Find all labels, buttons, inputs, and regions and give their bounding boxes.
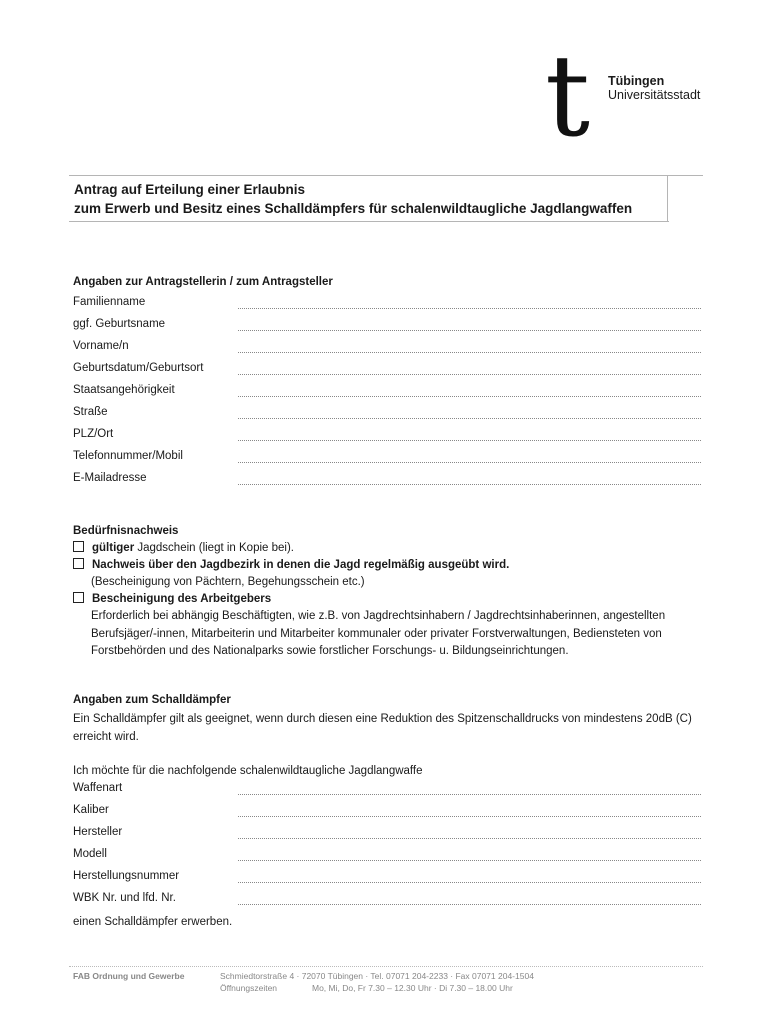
logo-city: Tübingen: [608, 74, 665, 88]
input-line[interactable]: [238, 794, 701, 795]
input-line[interactable]: [238, 440, 701, 441]
input-line[interactable]: [238, 860, 701, 861]
check-jagdbezirk: [73, 557, 509, 574]
employer-note-line: Erforderlich bei abhängig Beschäftigten, wie z.B. von Jagdrechtsinhabern / Jagdrechtsinhaberinnen, angestellten: [91, 610, 666, 622]
silencer-text-line: erreicht wird.: [73, 731, 139, 743]
silencer-heading: Angaben zum Schalldämpfer: [73, 694, 231, 706]
field-label: Straße: [73, 406, 108, 418]
footer-department: FAB Ordnung und Gewerbe: [73, 971, 185, 981]
title-line-2: zum Erwerb und Besitz eines Schalldämpfers für schalenwildtaugliche Jagdlangwaffen: [74, 200, 633, 216]
logo-subtitle: Universitätsstadt: [608, 88, 701, 102]
silencer-text-line: Ein Schalldämpfer gilt als geeignet, wenn durch diesen eine Reduktion des Spitzenschalldrucks von mindestens 20dB (C): [73, 713, 692, 725]
logo-mark: t: [545, 32, 591, 162]
document-title: [74, 181, 632, 218]
field-label: Telefonnummer/Mobil: [73, 450, 183, 462]
field-label: ggf. Geburtsname: [73, 318, 166, 330]
silencer-closing: einen Schalldämpfer erwerben.: [73, 916, 233, 928]
footer-address: Schmiedtorstraße 4 · 72070 Tübingen · Tel. 07071 204-2233 · Fax 07071 204-1504: [220, 971, 534, 981]
field-label: Vorname/n: [73, 340, 129, 352]
input-line[interactable]: [238, 904, 701, 905]
field-staatsangehoerigkeit: [73, 384, 701, 404]
employer-note-line: Berufsjäger/-innen, Mitarbeiterin und Mitarbeiter kommunaler oder privater Forstverwaltungen, Bediensteten von: [91, 627, 662, 640]
footer-hours-label: Öffnungszeiten: [220, 983, 278, 993]
field-modell: [73, 848, 701, 868]
checkbox[interactable]: [73, 558, 84, 569]
checkbox[interactable]: [73, 541, 84, 552]
check-bold: gültiger: [92, 542, 135, 554]
input-line[interactable]: [238, 838, 701, 839]
silencer-description: [73, 710, 692, 746]
input-line[interactable]: [238, 352, 701, 353]
field-herstellungsnummer: [73, 870, 701, 890]
field-label: Geburtsdatum/Geburtsort: [73, 362, 204, 374]
input-line[interactable]: [238, 330, 701, 331]
checkbox[interactable]: [73, 592, 84, 603]
field-label: Herstellungsnummer: [73, 870, 180, 882]
applicant-heading: Angaben zur Antragstellerin / zum Antragsteller: [73, 276, 333, 288]
field-vorname: [73, 340, 701, 360]
field-geburtsdatum: [73, 362, 701, 382]
employer-note: [91, 608, 665, 661]
field-telefon: [73, 450, 701, 470]
need-heading: Bedürfnisnachweis: [73, 525, 179, 537]
field-hersteller: [73, 826, 701, 846]
field-familienname: [73, 296, 701, 316]
field-label: WBK Nr. und lfd. Nr.: [73, 892, 176, 904]
title-divider: [669, 175, 703, 176]
field-label: Staatsangehörigkeit: [73, 384, 175, 396]
check-text: Nachweis über den Jagdbezirk in denen die Jagd regelmäßig ausgeübt wird.: [92, 559, 510, 571]
field-email: [73, 472, 701, 492]
check-text: Bescheinigung des Arbeitgebers: [92, 593, 272, 605]
input-line[interactable]: [238, 374, 701, 375]
input-line[interactable]: [238, 882, 701, 883]
input-line[interactable]: [238, 484, 701, 485]
input-line[interactable]: [238, 308, 701, 309]
field-kaliber: [73, 804, 701, 824]
check-arbeitgeber: [73, 591, 271, 608]
input-line[interactable]: [238, 418, 701, 419]
field-label: Modell: [73, 848, 107, 860]
field-wbk: [73, 892, 701, 912]
field-strasse: [73, 406, 701, 426]
field-label: Familienname: [73, 296, 146, 308]
logo-text: [608, 74, 700, 102]
check-jagdschein: [73, 540, 294, 557]
field-label: Hersteller: [73, 826, 123, 838]
field-label: Waffenart: [73, 782, 123, 794]
field-label: Kaliber: [73, 804, 109, 816]
footer-divider: [69, 966, 703, 967]
field-label: E-Mailadresse: [73, 472, 147, 484]
input-line[interactable]: [238, 462, 701, 463]
field-waffenart: [73, 782, 701, 802]
field-label: PLZ/Ort: [73, 428, 114, 440]
silencer-intro: Ich möchte für die nachfolgende schalenwildtaugliche Jagdlangwaffe: [73, 765, 423, 777]
check-text: Jagdschein (liegt in Kopie bei).: [134, 542, 294, 554]
input-line[interactable]: [238, 396, 701, 397]
input-line[interactable]: [238, 816, 701, 817]
title-line-1: Antrag auf Erteilung einer Erlaubnis: [74, 182, 306, 197]
check-jagdbezirk-note: (Bescheinigung von Pächtern, Begehungsschein etc.): [91, 576, 365, 588]
footer-hours: Mo, Mi, Do, Fr 7.30 – 12.30 Uhr · Di 7.30 – 18.00 Uhr: [312, 983, 513, 993]
employer-note-line: Forstbehörden und des Nationalparks sowie forstlicher Forschungs- u. Bildungseinrichtungen.: [91, 645, 569, 657]
field-geburtsname: [73, 318, 701, 338]
field-plz-ort: [73, 428, 701, 448]
